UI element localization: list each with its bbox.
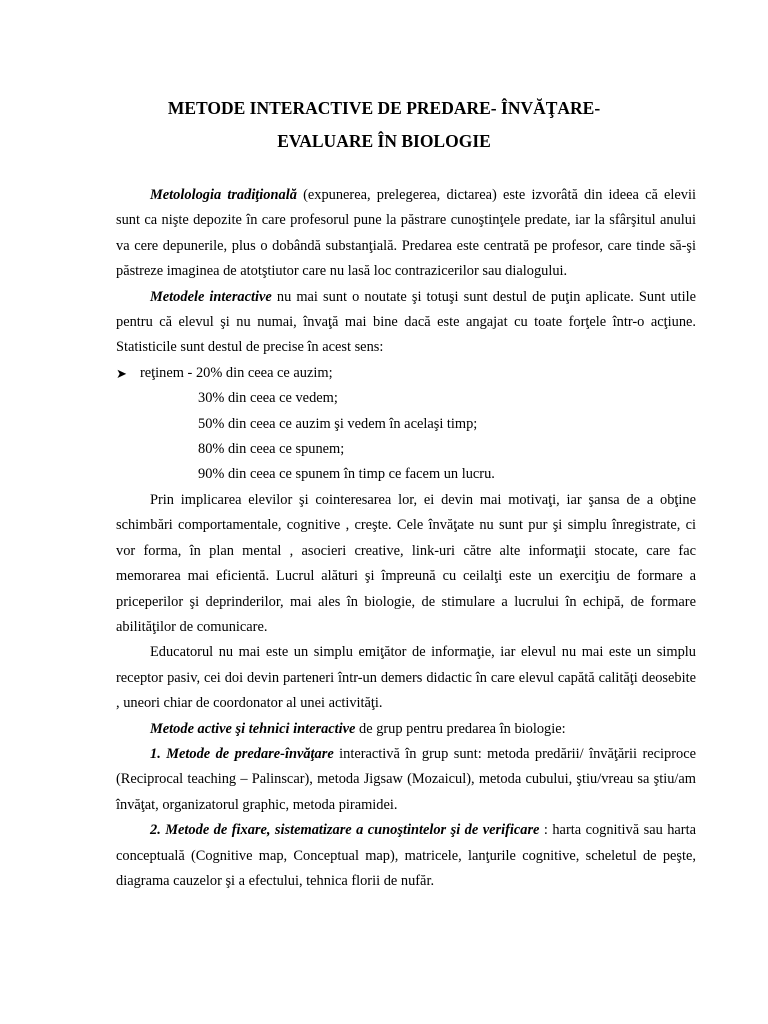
paragraph-interactive-methods bbox=[116, 285, 696, 361]
paragraph-text: interactivă în grup sunt: metoda predării/ învăţării reciproce (Reciprocal teaching – Palinscar), metoda Jigsaw (Mozaicul), metoda cubului, ştiu/vreau sa ştiu/am învăţat, organizatorul graphic, metoda piramidei. bbox=[116, 745, 696, 813]
stats-first-line: reţinem - 20% din ceea ce auzim; bbox=[140, 364, 333, 381]
emphasis-traditional: Metolologia tradiţională bbox=[150, 187, 297, 203]
stats-line: 50% din ceea ce auzim şi vedem în acelaşi timp; bbox=[198, 415, 478, 432]
paragraph-fixation-methods bbox=[116, 818, 696, 894]
emphasis-interactive: Metodele interactive bbox=[150, 288, 272, 305]
paragraph-educator: Educatorul nu mai este un simplu emiţător de informaţie, iar elevul nu mai este un simplu receptor pasiv, cei doi devin parteneri într-un demers didactic în care elevul capătă calităţi deosebite , uneori chiar de coordonator al unei activităţi. bbox=[116, 644, 696, 712]
paragraph-involvement: Prin implicarea elevilor şi cointeresarea lor, ei devin mai motivaţi, iar şansa de a obţine schimbări comportamentale, cognitive , creşte. Cele învăţate nu sunt pur şi simplu înregistrate, ci vor forma, în plan mental , asocieri creative, link-uri către alte informaţii stocate, care fac memorarea mai eficientă. Lucrul alături şi împreună cu ceilalţi este un exerciţiu de formare a priceperilor şi deprinderilor, mai ales în biologie, de stimulare a lucrului în echipă, de formare abilităţilor de comunicare. bbox=[116, 491, 696, 635]
paragraph-traditional-methods bbox=[116, 183, 696, 285]
paragraph-teaching-methods bbox=[116, 742, 696, 818]
emphasis-fixation-methods: 2. Metode de fixare, sistematizare a cunoştintelor şi de verificare bbox=[150, 822, 540, 839]
stats-line: 90% din ceea ce spunem în timp ce facem un lucru. bbox=[198, 466, 495, 483]
emphasis-active-methods: Metode active şi tehnici interactive bbox=[150, 720, 356, 737]
stats-line: 80% din ceea ce spunem; bbox=[198, 441, 345, 458]
stats-line: 30% din ceea ce vedem; bbox=[198, 390, 338, 407]
paragraph-text: : harta cognitivă sau harta conceptuală (Cognitive map, Conceptual map), matricele, lanţurile cognitive, scheletul de peşte, diagrama cauzelor şi a efectului, tehnica florii de nufăr. bbox=[116, 822, 696, 889]
paragraph-text: de grup pentru predarea în biologie: bbox=[355, 720, 566, 737]
title-line-1: METODE INTERACTIVE DE PREDARE- ÎNVĂŢARE- bbox=[167, 98, 601, 118]
arrow-bullet-icon: ➤ bbox=[116, 365, 127, 381]
title-line-2: EVALUARE ÎN BIOLOGIE bbox=[277, 131, 491, 151]
paragraph-active-methods-heading bbox=[116, 717, 696, 742]
paragraph-text: (expunerea, prelegerea, dictarea) este izvorâtă din ideea că elevii sunt ca nişte depozite în care profesorul pune la păstrare cunoştinţele predate, iar la sfârşitul anului va cere depunerile, plus o dobândă substanţială. Predarea este centrată pe profesor, care tinde să-şi păstreze imaginea de atotştiutor care nu lasă loc contrazicerilor sau dialogului. bbox=[116, 187, 697, 280]
paragraph-text: nu mai sunt o noutate şi totuşi sunt destul de puţin aplicate. Sunt utile pentru că elevul şi nu numai, învaţă mai bine dacă este angajat cu toate forţele într-o acţiune. Statisticile sunt destul de precise în acest sens: bbox=[116, 288, 696, 356]
emphasis-teaching-methods: 1. Metode de predare-învăţare bbox=[150, 745, 334, 762]
stats-bullet-item bbox=[116, 361, 696, 386]
document-body bbox=[116, 183, 696, 894]
